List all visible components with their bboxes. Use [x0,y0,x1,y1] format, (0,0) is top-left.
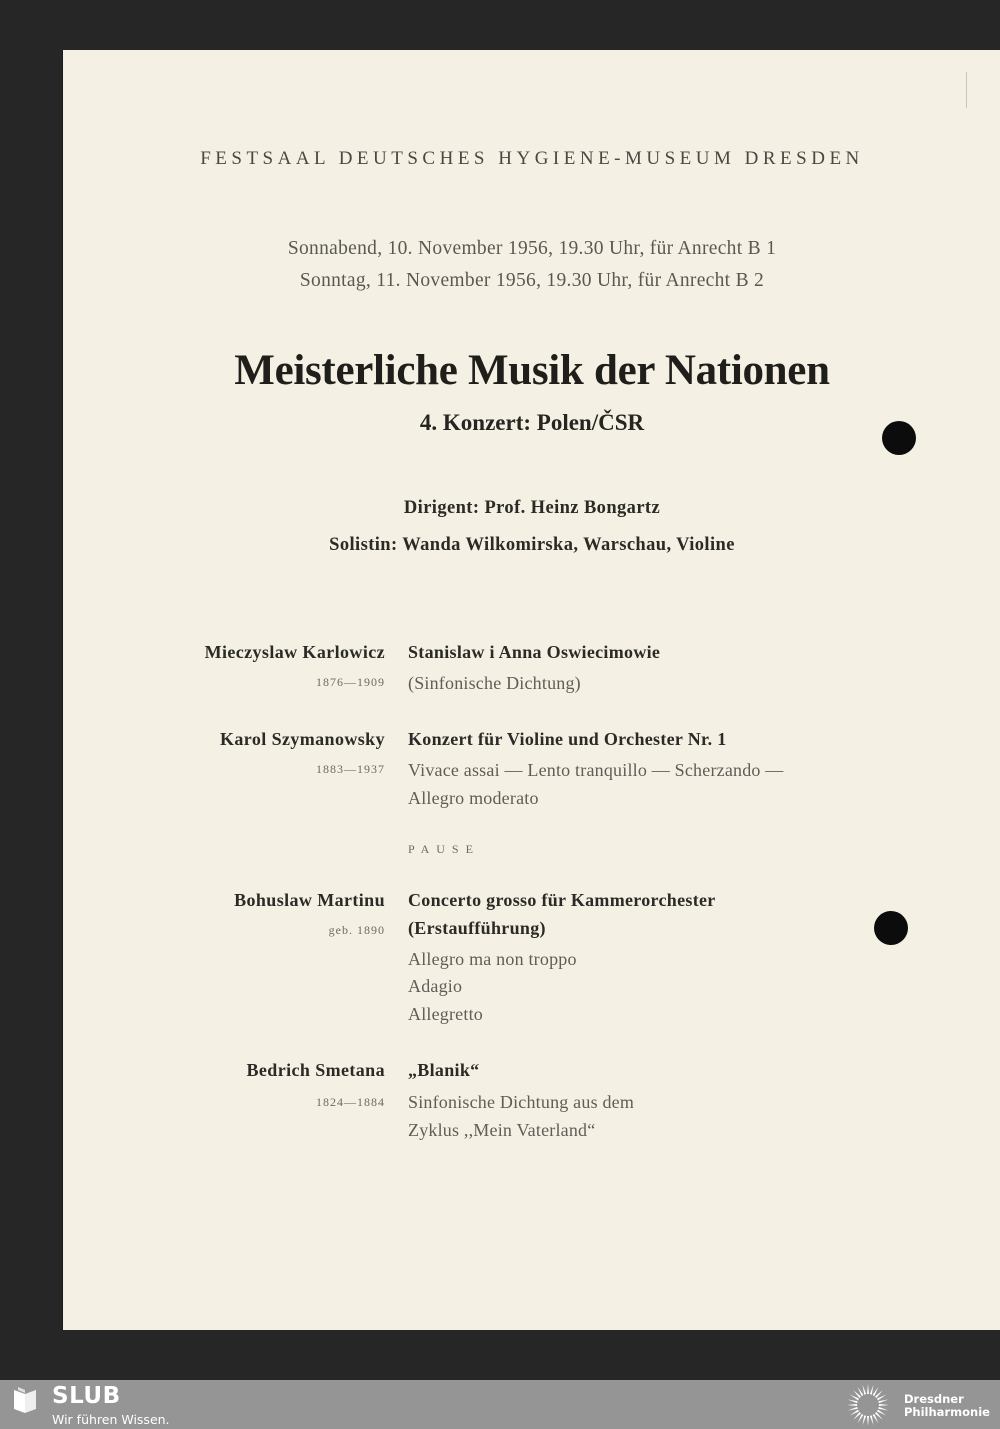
work-detail: Allegro moderato [408,788,539,808]
work-title: Konzert für Violine und Orchester Nr. 1 [408,729,727,749]
book-icon [12,1386,38,1414]
composer-years: 1876—1909 [316,675,385,689]
logo-ray [863,1385,867,1395]
logo-ray [867,1384,869,1394]
soloist-credit: Solistin: Wanda Wilkomirska, Warschau, Violine [329,535,735,555]
composer-name: Karol Szymanowsky [220,729,385,749]
composer-name: Mieczyslaw Karlowicz [204,642,385,662]
partner-name-line-2: Philharmonie [904,1405,990,1419]
logo-ray [847,1404,857,1406]
logo-ray [870,1415,874,1425]
composer-years: geb. 1890 [328,923,385,937]
work-title: Concerto grosso für Kammerorchester [408,890,716,910]
logo-ray [867,1416,869,1426]
work-detail: Vivace assai — Lento tranquillo — Scherzando — [408,760,784,780]
logo-ray [879,1404,889,1406]
pause-label: PAUSE [408,842,480,856]
work-detail: Zyklus ,,Mein Vaterland“ [408,1120,596,1140]
composer-years: 1883—1937 [316,762,385,776]
punch-hole [874,911,908,945]
work-detail: Allegro ma non troppo [408,949,577,969]
date-line-1: Sonnabend, 10. November 1956, 19.30 Uhr, für Anrecht B 1 [287,238,777,259]
composer-years: 1824—1884 [316,1095,385,1109]
logo-ray [848,1400,858,1404]
logo-ray [863,1415,867,1425]
work-detail: Adagio [408,976,463,996]
concert-subtitle: 4. Konzert: Polen/ČSR [419,410,645,435]
conductor-credit: Dirigent: Prof. Heinz Bongartz [403,498,661,518]
logo-ray [878,1400,888,1404]
partner-name-line-1: Dresdner [904,1392,964,1406]
work-title: „Blanik“ [408,1060,480,1080]
concert-title: Meisterliche Musik der Nationen [234,347,830,394]
slub-tagline: Wir führen Wissen. [52,1412,170,1427]
composer-name: Bohuslaw Martinu [234,890,385,910]
partner-name [904,1393,990,1419]
date-line-2: Sonntag, 11. November 1956, 19.30 Uhr, für Anrecht B 2 [299,270,765,291]
work-title-note: (Erstaufführung) [408,918,546,938]
logo-ray [848,1407,858,1411]
work-title: Stanislaw i Anna Oswiecimowie [408,642,661,662]
venue-heading: FESTSAAL DEUTSCHES HYGIENE-MUSEUM DRESDEN [200,148,864,169]
footer-bar [0,1380,1000,1429]
work-detail: Sinfonische Dichtung aus dem [408,1092,635,1112]
sunburst-logo-icon [842,1382,894,1428]
program-page [62,50,1000,1330]
work-detail: (Sinfonische Dichtung) [408,673,581,693]
slub-name: SLUB [52,1383,121,1409]
work-detail: Allegretto [408,1004,483,1024]
logo-ray [878,1407,888,1411]
logo-ray [870,1385,874,1395]
composer-name: Bedrich Smetana [246,1060,385,1080]
